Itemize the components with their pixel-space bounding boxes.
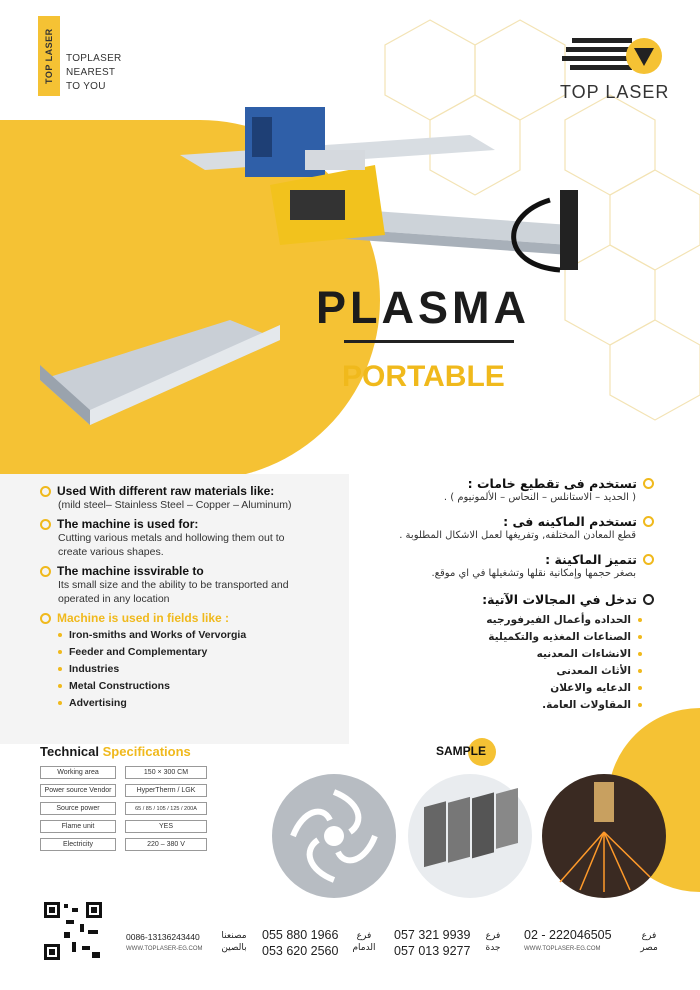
list-item: الأثاث المعدنى [486,662,642,679]
list-item: Industries [58,660,246,677]
brand-ribbon: TOP LASER [38,16,60,96]
feature-en-advantage [40,564,308,606]
feature-desc: Cutting various metals and hollowing them out to create various shapes. [58,532,285,558]
feature-ar-materials [444,476,654,505]
feature-ar-usage [399,514,654,543]
list-item: الحداده وأعمال الفيرفورجيه [486,611,642,628]
bullet-ring-icon [643,516,654,527]
fields-ar-list [486,611,642,713]
feature-heading: The machine is used for: [57,517,199,531]
bullet-dot-icon [638,686,642,690]
feature-desc: قطع المعادن المختلفه, وتفريغها لعمل الاشكال المطلوبة . [399,530,636,541]
list-item: الصناعات المغذيه والتكميلية [486,628,642,645]
feature-ar-advantage [432,552,655,581]
feature-desc: ( الحديد – الاستانلس – النحاس – الألمونيوم ) . [443,492,636,503]
spec-row: Power source Vendor HyperTherm / LGK [40,784,207,797]
jeddah-phone: 057 013 9277 [394,944,471,958]
fields-heading: Machine is used in fields like : [57,611,230,625]
bullet-dot-icon [58,667,62,671]
fields-en-list [58,626,246,711]
egypt-phone: 02 - 222046505 [524,928,612,942]
brand-name: TOP LASER [560,82,670,102]
product-title: PLASMA [316,282,530,333]
feature-heading: تتميز الماكينة : [545,552,637,567]
list-item: Advertising [58,694,246,711]
feature-heading: The machine issvirable to [57,564,204,578]
bullet-dot-icon [58,684,62,688]
list-item: Metal Constructions [58,677,246,694]
list-item: المقاولات العامة. [486,696,642,713]
dammam-phone: 055 880 1966 [262,928,339,942]
china-label: مصنعنا بالصين [221,931,247,953]
fields-en-heading-row [40,611,229,625]
bullet-ring-icon [643,478,654,489]
product-subtitle: PORTABLE [342,360,505,393]
spec-row: Source power 65 / 85 / 105 / 125 / 200A [40,802,207,815]
feature-heading: Used With different raw materials like: [57,484,275,498]
sample-disc-image [270,772,398,900]
feature-desc: Its small size and the ability to be transported and operated in any location [58,579,289,605]
bullet-dot-icon [638,635,642,639]
list-item: Iron-smiths and Works of Vervorgia [58,626,246,643]
feature-desc: بصغر حجمها وإمكانية نقلها وتشغيلها في اي موقع. [431,568,636,579]
fields-ar-heading-row [482,592,654,607]
bullet-dot-icon [638,703,642,707]
feature-heading: تستخدم الماكينه فى : [503,514,637,529]
feature-desc: (mild steel– Stainless Steel – Copper – Aluminum) [58,499,292,511]
jeddah-label: فرع جدة [485,931,501,953]
tagline-line: TOPLASER [66,53,122,64]
feature-heading: تستخدم فى تقطيع خامات : [467,476,637,491]
spec-row: Flame unit YES [40,820,207,833]
bullet-ring-icon [40,566,51,577]
bullet-dot-icon [58,633,62,637]
bullet-dot-icon [58,650,62,654]
feature-en-materials [40,484,291,512]
bullet-ring-icon [643,594,654,605]
dammam-phone: 053 620 2560 [262,944,339,958]
bullet-dot-icon [58,701,62,705]
brand-logo-icon [562,34,670,80]
tagline-line: TO YOU [66,81,106,92]
bullet-ring-icon [40,613,51,624]
china-phone: 0086-13136243440 [126,932,200,942]
specs-title: Technical Specifications [40,744,191,759]
qr-code-icon [42,900,104,962]
dammam-label: فرع الدمام [352,931,376,953]
plasma-machine-image [30,95,650,435]
bullet-ring-icon [40,519,51,530]
jeddah-phone: 057 321 9939 [394,928,471,942]
bullet-ring-icon [643,554,654,565]
list-item: الانشاءات المعدنيه [486,645,642,662]
fields-heading: تدخل في المجالات الآتية: [482,592,637,607]
sample-cutting-image [540,772,668,900]
list-item: Feeder and Complementary [58,643,246,660]
feature-en-usage [40,517,308,559]
egypt-web: WWW.TOPLASER-EG.COM [524,946,601,952]
bullet-dot-icon [638,652,642,656]
sample-plates-image [406,772,534,900]
spec-row: Electricity 220 – 380 V [40,838,207,851]
china-web: WWW.TOPLASER-EG.COM [126,946,203,952]
title-divider [344,340,514,343]
sample-label: SAMPLE [436,744,487,758]
bullet-ring-icon [40,486,51,497]
spec-row: Working area 150 × 300 CM [40,766,207,779]
bullet-dot-icon [638,669,642,673]
tagline-line: NEAREST [66,67,116,78]
tagline [66,52,122,94]
egypt-label: فرع مصر [640,931,658,953]
list-item: الدعايه والاعلان [486,679,642,696]
bullet-dot-icon [638,618,642,622]
